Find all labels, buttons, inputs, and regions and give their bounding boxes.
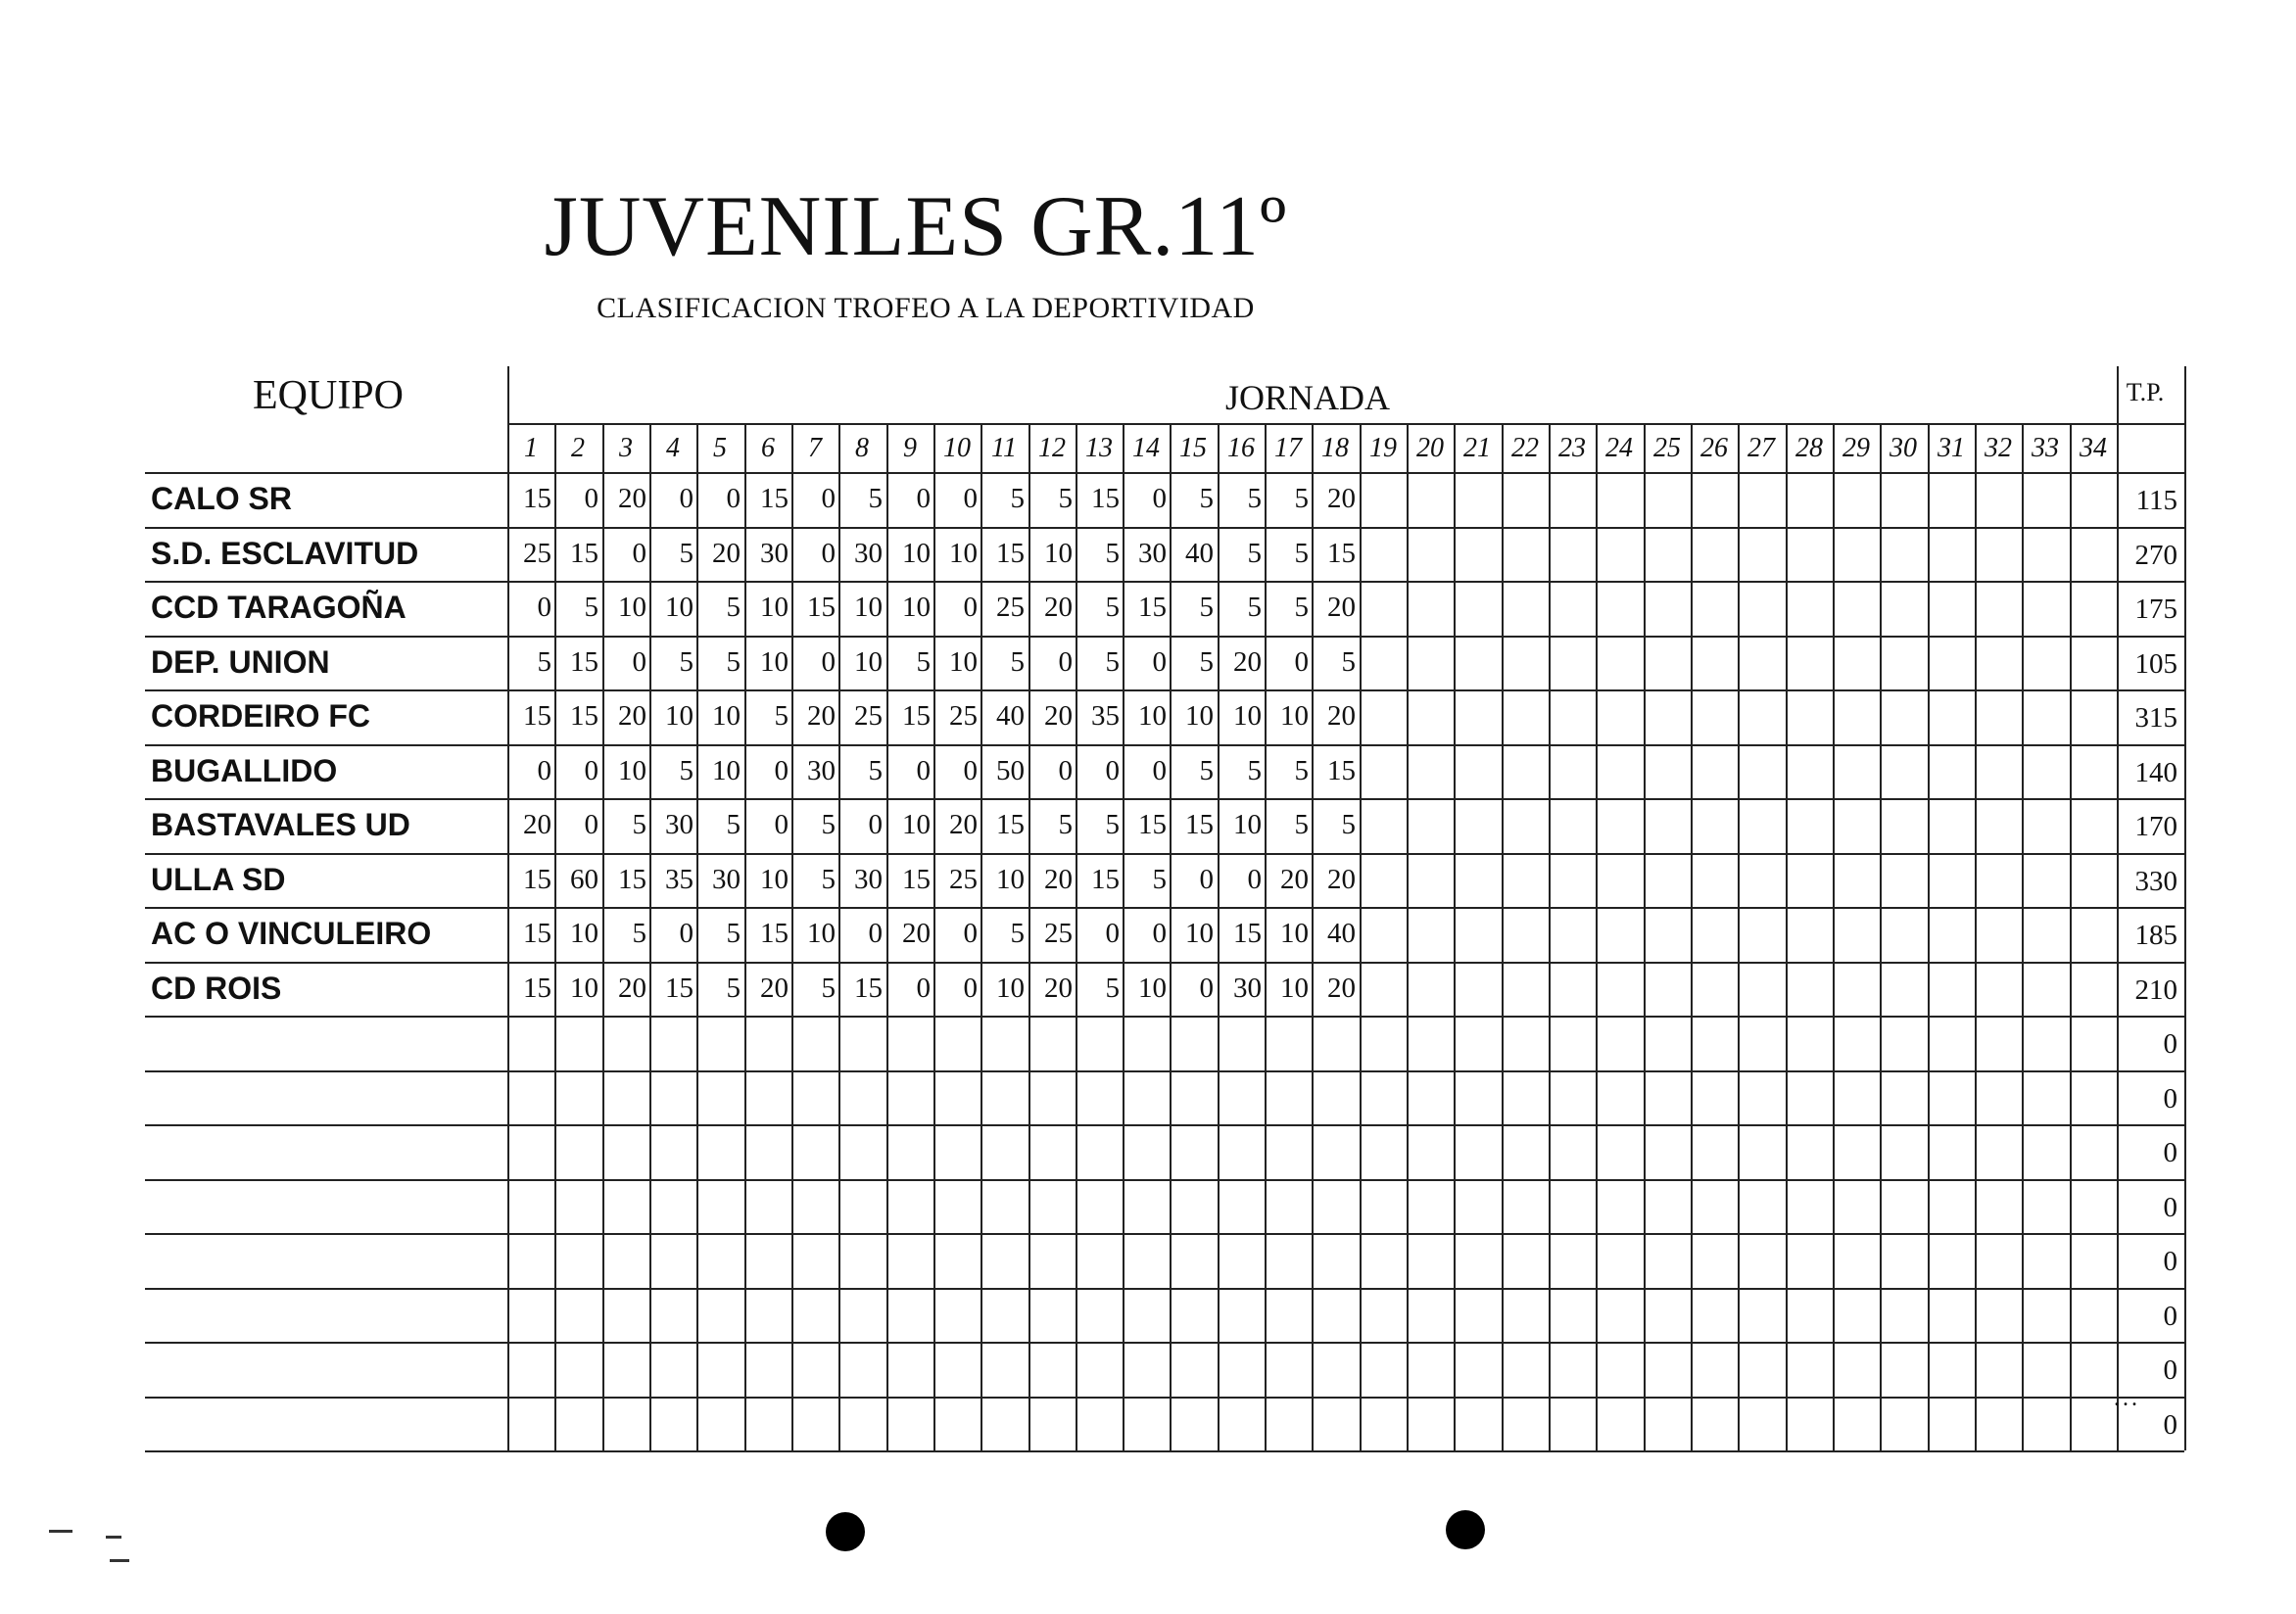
scan-mark bbox=[49, 1530, 72, 1533]
jornada-number: 4 bbox=[666, 433, 680, 463]
score-cell: 15 bbox=[523, 483, 551, 514]
total-points: 0 bbox=[2163, 1028, 2177, 1060]
score-cell: 15 bbox=[1091, 863, 1120, 895]
jornada-number: 27 bbox=[1747, 433, 1775, 463]
score-cell: 25 bbox=[1044, 918, 1073, 949]
score-cell: 10 bbox=[1044, 537, 1073, 569]
score-cell: 10 bbox=[854, 645, 883, 678]
grid-line bbox=[145, 1179, 2184, 1181]
score-cell: 0 bbox=[916, 972, 931, 1004]
score-cell: 5 bbox=[584, 592, 598, 623]
score-cell: 15 bbox=[1233, 918, 1262, 949]
score-cell: 20 bbox=[902, 918, 931, 949]
grid-line bbox=[145, 1450, 2184, 1452]
score-cell: 10 bbox=[1233, 809, 1262, 840]
score-cell: 5 bbox=[1105, 809, 1120, 840]
score-cell: 5 bbox=[1058, 809, 1073, 840]
score-cell: 20 bbox=[1327, 483, 1356, 514]
grid-line bbox=[507, 423, 2184, 425]
score-cell: 10 bbox=[854, 592, 883, 623]
total-points: 105 bbox=[2134, 647, 2177, 680]
score-cell: 0 bbox=[963, 972, 978, 1004]
score-cell: 0 bbox=[584, 809, 598, 840]
score-cell: 0 bbox=[537, 592, 551, 623]
score-cell: 25 bbox=[854, 700, 883, 732]
score-cell: 10 bbox=[902, 537, 931, 569]
score-cell: 20 bbox=[807, 700, 836, 732]
grid-line bbox=[145, 1342, 2184, 1344]
score-cell: 10 bbox=[760, 645, 789, 678]
score-cell: 5 bbox=[1294, 483, 1309, 514]
score-cell: 0 bbox=[726, 483, 741, 514]
grid-line bbox=[145, 853, 2184, 855]
score-cell: 25 bbox=[949, 863, 978, 895]
score-cell: 20 bbox=[949, 809, 978, 840]
jornada-number: 17 bbox=[1274, 433, 1302, 463]
last-row-dots: ... bbox=[2114, 1386, 2140, 1411]
jornada-number: 15 bbox=[1179, 433, 1207, 463]
score-cell: 5 bbox=[916, 645, 931, 678]
score-cell: 10 bbox=[712, 754, 741, 786]
grid-line bbox=[2070, 423, 2072, 1450]
score-cell: 5 bbox=[1247, 483, 1262, 514]
score-cell: 5 bbox=[679, 645, 694, 678]
score-cell: 25 bbox=[996, 592, 1025, 623]
grid-line bbox=[1454, 423, 1456, 1450]
score-cell: 0 bbox=[1058, 645, 1073, 678]
score-cell: 20 bbox=[712, 537, 741, 569]
total-points: 0 bbox=[2163, 1246, 2177, 1277]
team-name: DEP. UNION bbox=[151, 643, 330, 680]
score-cell: 5 bbox=[726, 645, 741, 678]
score-cell: 5 bbox=[821, 972, 836, 1004]
score-cell: 0 bbox=[537, 754, 551, 786]
score-cell: 0 bbox=[679, 918, 694, 949]
grid-line bbox=[145, 962, 2184, 964]
total-points: 115 bbox=[2135, 485, 2177, 516]
score-cell: 10 bbox=[902, 809, 931, 840]
total-points: 0 bbox=[2163, 1354, 2177, 1386]
grid-line bbox=[145, 1397, 2184, 1399]
score-cell: 10 bbox=[1138, 972, 1167, 1004]
jornada-number: 19 bbox=[1369, 433, 1397, 463]
score-cell: 10 bbox=[1280, 918, 1309, 949]
score-cell: 50 bbox=[996, 754, 1025, 786]
team-name: BUGALLIDO bbox=[151, 752, 338, 788]
score-cell: 0 bbox=[632, 645, 646, 678]
jornada-number: 9 bbox=[903, 433, 917, 463]
grid-line bbox=[1549, 423, 1551, 1450]
jornada-number: 26 bbox=[1700, 433, 1728, 463]
score-cell: 30 bbox=[665, 809, 694, 840]
score-cell: 40 bbox=[1327, 918, 1356, 949]
score-cell: 5 bbox=[679, 537, 694, 569]
jornada-number: 31 bbox=[1937, 433, 1965, 463]
team-name: CD ROIS bbox=[151, 970, 282, 1006]
page-subtitle: CLASIFICACION TROFEO A LA DEPORTIVIDAD bbox=[597, 292, 1255, 324]
score-cell: 15 bbox=[570, 645, 598, 678]
total-points: 185 bbox=[2134, 920, 2177, 951]
jornada-number: 33 bbox=[2032, 433, 2059, 463]
score-cell: 10 bbox=[760, 863, 789, 895]
grid-line bbox=[145, 1070, 2184, 1072]
grid-line bbox=[145, 636, 2184, 638]
score-cell: 0 bbox=[1152, 918, 1167, 949]
grid-line bbox=[507, 366, 509, 1450]
score-cell: 20 bbox=[1044, 863, 1073, 895]
score-cell: 20 bbox=[1044, 592, 1073, 623]
total-points: 140 bbox=[2134, 756, 2177, 788]
score-cell: 5 bbox=[1341, 645, 1356, 678]
score-cell: 5 bbox=[537, 645, 551, 678]
score-cell: 0 bbox=[1294, 645, 1309, 678]
score-cell: 15 bbox=[523, 972, 551, 1004]
score-cell: 20 bbox=[1327, 863, 1356, 895]
team-name: S.D. ESCLAVITUD bbox=[151, 535, 419, 571]
total-points: 0 bbox=[2163, 1408, 2177, 1441]
grid-line bbox=[1502, 423, 1504, 1450]
score-cell: 5 bbox=[1294, 754, 1309, 786]
grid-line bbox=[145, 472, 2184, 474]
grid-line bbox=[1596, 423, 1598, 1450]
score-cell: 0 bbox=[584, 754, 598, 786]
score-cell: 5 bbox=[1010, 483, 1025, 514]
total-points: 170 bbox=[2134, 811, 2177, 842]
punch-hole-left bbox=[826, 1512, 865, 1551]
score-cell: 0 bbox=[679, 483, 694, 514]
score-cell: 0 bbox=[1058, 754, 1073, 786]
score-cell: 10 bbox=[1185, 918, 1214, 949]
jornada-number: 18 bbox=[1321, 433, 1349, 463]
score-cell: 0 bbox=[1105, 918, 1120, 949]
score-cell: 0 bbox=[821, 483, 836, 514]
grid-line bbox=[1928, 423, 1930, 1450]
grid-line bbox=[145, 1016, 2184, 1018]
score-cell: 0 bbox=[774, 754, 789, 786]
grid-line bbox=[145, 907, 2184, 909]
score-cell: 5 bbox=[868, 754, 883, 786]
score-cell: 10 bbox=[665, 592, 694, 623]
score-cell: 5 bbox=[1199, 592, 1214, 623]
total-points: 0 bbox=[2163, 1191, 2177, 1223]
jornada-number: 22 bbox=[1511, 433, 1539, 463]
jornada-number: 13 bbox=[1085, 433, 1113, 463]
score-cell: 30 bbox=[1233, 972, 1262, 1004]
score-cell: 5 bbox=[1247, 592, 1262, 623]
total-points: 0 bbox=[2163, 1137, 2177, 1168]
grid-line bbox=[1691, 423, 1693, 1450]
jornada-number: 5 bbox=[713, 433, 727, 463]
score-cell: 30 bbox=[712, 863, 741, 895]
score-cell: 0 bbox=[963, 754, 978, 786]
jornada-number: 8 bbox=[855, 433, 869, 463]
score-cell: 15 bbox=[665, 972, 694, 1004]
score-cell: 10 bbox=[902, 592, 931, 623]
score-cell: 20 bbox=[1327, 700, 1356, 732]
score-cell: 20 bbox=[1327, 592, 1356, 623]
score-cell: 10 bbox=[618, 754, 646, 786]
score-cell: 20 bbox=[523, 809, 551, 840]
score-cell: 5 bbox=[1105, 972, 1120, 1004]
score-cell: 0 bbox=[963, 918, 978, 949]
grid-line bbox=[2117, 366, 2119, 1450]
score-cell: 5 bbox=[1199, 645, 1214, 678]
score-cell: 0 bbox=[821, 537, 836, 569]
jornada-number: 1 bbox=[524, 433, 538, 463]
jornada-number: 3 bbox=[619, 433, 633, 463]
score-cell: 15 bbox=[523, 700, 551, 732]
score-cell: 15 bbox=[902, 863, 931, 895]
grid-line bbox=[145, 581, 2184, 583]
jornada-number: 28 bbox=[1795, 433, 1823, 463]
score-cell: 30 bbox=[1138, 537, 1167, 569]
jornada-number: 32 bbox=[1985, 433, 2012, 463]
punch-hole-right bbox=[1446, 1510, 1485, 1549]
score-cell: 5 bbox=[1010, 645, 1025, 678]
score-cell: 30 bbox=[760, 537, 789, 569]
score-cell: 10 bbox=[665, 700, 694, 732]
score-cell: 5 bbox=[1152, 863, 1167, 895]
score-cell: 5 bbox=[1247, 754, 1262, 786]
grid-line bbox=[145, 1124, 2184, 1126]
score-cell: 0 bbox=[868, 918, 883, 949]
score-cell: 10 bbox=[1233, 700, 1262, 732]
score-cell: 5 bbox=[1058, 483, 1073, 514]
score-cell: 20 bbox=[760, 972, 789, 1004]
score-cell: 20 bbox=[1327, 972, 1356, 1004]
score-cell: 25 bbox=[523, 537, 551, 569]
grid-line bbox=[1786, 423, 1788, 1450]
grid-line bbox=[1880, 423, 1882, 1450]
score-cell: 10 bbox=[570, 972, 598, 1004]
score-cell: 5 bbox=[726, 918, 741, 949]
score-cell: 15 bbox=[760, 918, 789, 949]
score-cell: 5 bbox=[774, 700, 789, 732]
score-cell: 30 bbox=[854, 537, 883, 569]
equipo-header: EQUIPO bbox=[253, 373, 404, 418]
score-cell: 5 bbox=[1294, 592, 1309, 623]
score-cell: 0 bbox=[1152, 754, 1167, 786]
score-cell: 20 bbox=[618, 700, 646, 732]
grid-line bbox=[145, 744, 2184, 746]
total-points: 270 bbox=[2134, 539, 2177, 571]
score-cell: 10 bbox=[949, 537, 978, 569]
total-points: 330 bbox=[2134, 865, 2177, 897]
score-cell: 10 bbox=[996, 972, 1025, 1004]
jornada-number: 6 bbox=[761, 433, 775, 463]
total-points: 315 bbox=[2134, 702, 2177, 734]
score-cell: 10 bbox=[1138, 700, 1167, 732]
grid-line bbox=[1738, 423, 1740, 1450]
score-cell: 10 bbox=[1280, 700, 1309, 732]
total-points: 0 bbox=[2163, 1082, 2177, 1115]
score-cell: 5 bbox=[1105, 645, 1120, 678]
jornada-number: 23 bbox=[1558, 433, 1586, 463]
score-cell: 10 bbox=[570, 918, 598, 949]
jornada-number: 25 bbox=[1653, 433, 1681, 463]
score-cell: 0 bbox=[916, 754, 931, 786]
score-cell: 10 bbox=[996, 863, 1025, 895]
team-name: CALO SR bbox=[151, 481, 292, 516]
score-cell: 15 bbox=[902, 700, 931, 732]
jornada-number: 10 bbox=[943, 433, 971, 463]
page-title: JUVENILES GR.11º bbox=[544, 179, 1288, 274]
score-cell: 5 bbox=[1294, 809, 1309, 840]
score-cell: 0 bbox=[963, 483, 978, 514]
score-cell: 15 bbox=[1091, 483, 1120, 514]
score-cell: 5 bbox=[1294, 537, 1309, 569]
score-cell: 10 bbox=[1185, 700, 1214, 732]
grid-line bbox=[145, 1288, 2184, 1290]
jornada-number: 7 bbox=[808, 433, 822, 463]
score-cell: 60 bbox=[570, 863, 598, 895]
score-cell: 0 bbox=[1105, 754, 1120, 786]
score-cell: 35 bbox=[1091, 700, 1120, 732]
score-cell: 5 bbox=[1105, 537, 1120, 569]
score-cell: 30 bbox=[807, 754, 836, 786]
grid-line bbox=[2184, 366, 2186, 1450]
grid-line bbox=[145, 689, 2184, 691]
score-cell: 40 bbox=[996, 700, 1025, 732]
score-cell: 0 bbox=[821, 645, 836, 678]
score-cell: 15 bbox=[996, 537, 1025, 569]
team-name: BASTAVALES UD bbox=[151, 807, 410, 842]
score-cell: 10 bbox=[712, 700, 741, 732]
score-cell: 5 bbox=[726, 592, 741, 623]
score-cell: 0 bbox=[963, 592, 978, 623]
score-cell: 5 bbox=[1010, 918, 1025, 949]
score-cell: 15 bbox=[1138, 592, 1167, 623]
score-cell: 5 bbox=[821, 863, 836, 895]
score-cell: 15 bbox=[996, 809, 1025, 840]
score-cell: 15 bbox=[854, 972, 883, 1004]
score-cell: 0 bbox=[584, 483, 598, 514]
jornada-number: 21 bbox=[1463, 433, 1491, 463]
score-cell: 5 bbox=[868, 483, 883, 514]
score-cell: 15 bbox=[1327, 754, 1356, 786]
score-cell: 20 bbox=[1280, 863, 1309, 895]
jornada-number: 24 bbox=[1605, 433, 1633, 463]
score-cell: 5 bbox=[821, 809, 836, 840]
jornada-header: JORNADA bbox=[1224, 378, 1390, 417]
score-cell: 0 bbox=[1152, 483, 1167, 514]
score-cell: 0 bbox=[1199, 972, 1214, 1004]
score-cell: 10 bbox=[618, 592, 646, 623]
score-cell: 40 bbox=[1185, 537, 1214, 569]
score-cell: 30 bbox=[854, 863, 883, 895]
grid-line bbox=[1833, 423, 1835, 1450]
score-cell: 5 bbox=[632, 809, 646, 840]
jornada-number: 16 bbox=[1227, 433, 1255, 463]
grid-line bbox=[145, 1233, 2184, 1235]
score-cell: 15 bbox=[523, 863, 551, 895]
grid-line bbox=[1360, 423, 1362, 1450]
jornada-number: 30 bbox=[1889, 433, 1917, 463]
score-cell: 15 bbox=[1185, 809, 1214, 840]
score-cell: 20 bbox=[1044, 700, 1073, 732]
score-cell: 10 bbox=[807, 918, 836, 949]
score-cell: 0 bbox=[632, 537, 646, 569]
total-points: 0 bbox=[2163, 1300, 2177, 1332]
score-cell: 5 bbox=[1341, 809, 1356, 840]
score-cell: 15 bbox=[523, 918, 551, 949]
team-name: CORDEIRO FC bbox=[151, 698, 370, 734]
score-cell: 5 bbox=[1199, 754, 1214, 786]
total-points: 175 bbox=[2134, 593, 2177, 625]
total-points: 210 bbox=[2134, 973, 2177, 1006]
score-cell: 10 bbox=[760, 592, 789, 623]
score-cell: 0 bbox=[916, 483, 931, 514]
team-name: AC O VINCULEIRO bbox=[151, 916, 432, 951]
grid-line bbox=[145, 527, 2184, 529]
jornada-number: 14 bbox=[1132, 433, 1160, 463]
score-cell: 10 bbox=[949, 645, 978, 678]
score-cell: 15 bbox=[1327, 537, 1356, 569]
score-cell: 15 bbox=[1138, 809, 1167, 840]
tp-header: T.P. bbox=[2126, 378, 2165, 406]
score-cell: 0 bbox=[1247, 863, 1262, 895]
jornada-number: 34 bbox=[2080, 433, 2107, 463]
score-cell: 0 bbox=[1152, 645, 1167, 678]
grid-line bbox=[145, 798, 2184, 800]
score-cell: 15 bbox=[760, 483, 789, 514]
score-cell: 0 bbox=[1199, 863, 1214, 895]
scan-mark bbox=[110, 1559, 129, 1562]
score-cell: 35 bbox=[665, 863, 694, 895]
score-cell: 10 bbox=[1280, 972, 1309, 1004]
jornada-number: 11 bbox=[991, 433, 1017, 463]
team-name: ULLA SD bbox=[151, 861, 286, 897]
grid-line bbox=[1644, 423, 1646, 1450]
score-cell: 15 bbox=[618, 863, 646, 895]
score-cell: 5 bbox=[726, 972, 741, 1004]
score-cell: 20 bbox=[1233, 645, 1262, 678]
score-cell: 20 bbox=[1044, 972, 1073, 1004]
score-cell: 20 bbox=[618, 972, 646, 1004]
score-cell: 5 bbox=[1247, 537, 1262, 569]
score-cell: 15 bbox=[570, 537, 598, 569]
score-cell: 0 bbox=[774, 809, 789, 840]
score-cell: 5 bbox=[726, 809, 741, 840]
scan-mark bbox=[106, 1536, 121, 1539]
jornada-number: 29 bbox=[1842, 433, 1870, 463]
grid-line bbox=[2022, 423, 2024, 1450]
score-cell: 15 bbox=[807, 592, 836, 623]
team-name: CCD TARAGOÑA bbox=[151, 590, 407, 625]
jornada-number: 12 bbox=[1038, 433, 1066, 463]
score-cell: 5 bbox=[632, 918, 646, 949]
score-cell: 5 bbox=[1105, 592, 1120, 623]
score-cell: 20 bbox=[618, 483, 646, 514]
jornada-number: 20 bbox=[1416, 433, 1444, 463]
score-cell: 15 bbox=[570, 700, 598, 732]
score-cell: 0 bbox=[868, 809, 883, 840]
score-cell: 5 bbox=[1199, 483, 1214, 514]
grid-line bbox=[1407, 423, 1409, 1450]
jornada-number: 2 bbox=[571, 433, 585, 463]
score-cell: 25 bbox=[949, 700, 978, 732]
score-cell: 5 bbox=[679, 754, 694, 786]
grid-line bbox=[1975, 423, 1977, 1450]
